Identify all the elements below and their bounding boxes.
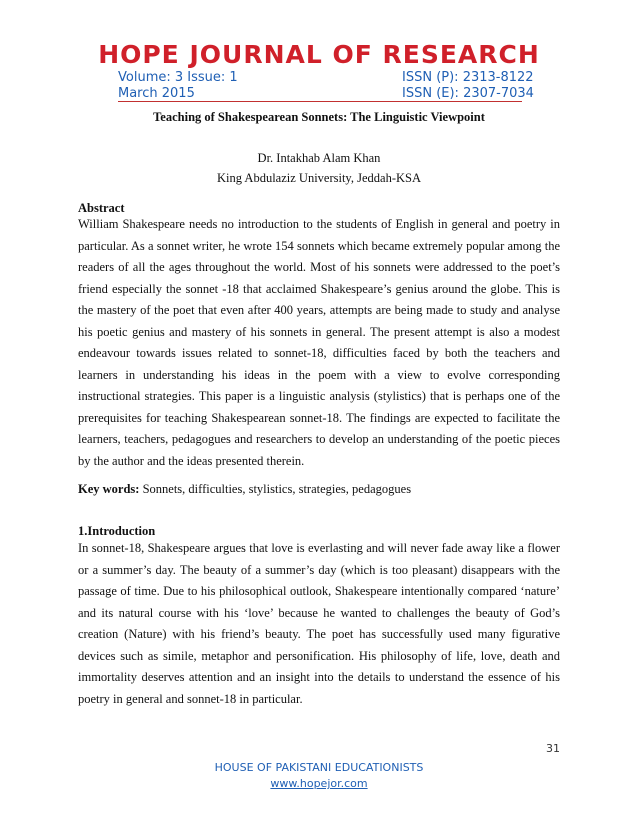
abstract-heading: Abstract	[78, 201, 125, 215]
keywords-label: Key words:	[78, 482, 140, 496]
abstract-text: William Shakespeare needs no introduction to the students of English in general and poetry in particular. As a sonnet writer, he wrote 154 sonnets which became extremely popular among the readers of all the ages throughout the world. Most of his sonnets were addressed to the poet’s friend especially the sonnet -18 that acclaimed Shakespeare’s genius around the globe. This is the mastery of the poet that even after 400 years, attempts are being made to study and analyse his poetic genius and mastery of his sonnets in general. The present attempt is also a modest endeavour towards issues related to sonnet-18, difficulties faced by both the teachers and learners in understanding his ideas in the poem with a view to evolve corresponding instructional strategies. This paper is a linguistic analysis (stylistics) that is perhaps one of the prerequisites for teaching Shakespearean sonnet-18. The findings are expected to facilitate the learners, teachers, pedagogues and researchers to develop an understanding of the poetic pieces by the author and the ideas presented therein.	[78, 217, 560, 468]
header-rule	[118, 101, 522, 102]
publication-date: March 2015	[118, 86, 195, 101]
introduction-heading: 1.Introduction	[78, 524, 156, 538]
journal-title: HOPE JOURNAL OF RESEARCH	[98, 40, 540, 69]
introduction-text: In sonnet-18, Shakespeare argues that love is everlasting and will never fade away like a flower or a summer’s day. The beauty of a summer’s day (which is too pleasant) disappears with the passage of time. Due to his philosophical outlook, Shakespeare intentionally compared ‘nature’ and its natural course with his ‘love’ because he wanted to challenges the beauty of God’s creation (Nature) with his friend’s beauty. The poet has successfully used many figurative devices such as simile, metaphor and personification. His philosophy of life, love, death and immortality deserves attention and an insight into the details to understand the essence of his poetry in general and sonnet-18 in particular.	[78, 541, 560, 706]
issn-print: ISSN (P): 2313-8122	[402, 70, 534, 85]
author-affiliation: King Abdulaziz University, Jeddah-KSA	[216, 171, 422, 185]
keywords-list: Sonnets, difficulties, stylistics, strategies, pedagogues	[139, 482, 412, 496]
issn-electronic: ISSN (E): 2307-7034	[402, 86, 534, 101]
paper-title: Teaching of Shakespearean Sonnets: The Linguistic Viewpoint	[153, 110, 485, 124]
footer-website-link[interactable]: www.hopejor.com	[270, 777, 368, 790]
keywords-line	[78, 481, 411, 497]
footer-publisher: HOUSE OF PAKISTANI EDUCATIONISTS	[214, 761, 424, 774]
author-name: Dr. Intakhab Alam Khan	[257, 151, 381, 165]
page-number: 31	[546, 742, 560, 755]
volume-issue: Volume: 3 Issue: 1	[118, 70, 238, 85]
